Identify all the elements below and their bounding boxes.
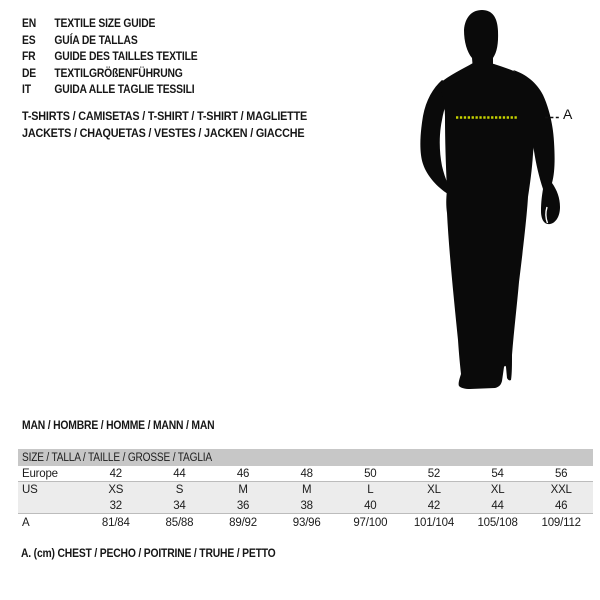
size-table-header-cell (18, 449, 593, 466)
size-cell: S (148, 482, 212, 499)
table-row-chest-cm (18, 514, 593, 533)
size-cell: XXL (529, 482, 593, 499)
language-label: GUIDA ALLE TAGLIE TESSILI (54, 84, 195, 97)
size-cell: 46 (529, 498, 593, 514)
size-table-header-text: SIZE / TALLA / TAILLE / GRÖSSE / TAGLIA (22, 451, 212, 464)
size-cell: 81/84 (84, 514, 148, 533)
language-label: TEXTILE SIZE GUIDE (54, 18, 156, 30)
language-row-en (22, 16, 198, 33)
silhouette-head (464, 10, 498, 70)
size-cell: 44 (148, 466, 212, 482)
size-table-header-row (18, 449, 593, 466)
size-cell: 101/104 (402, 514, 466, 533)
size-cell: 32 (84, 498, 148, 514)
language-row-fr (22, 49, 198, 66)
language-code: DE (22, 67, 37, 80)
size-cell: M (211, 482, 275, 499)
section-heading-man: MAN / HOMBRE / HOMME / MANN / MAN (22, 420, 215, 432)
size-cell: 42 (84, 466, 148, 482)
measurement-footnote: A. (cm) CHEST / PECHO / POITRINE / TRUHE / PETTO (21, 548, 276, 560)
size-cell: 46 (211, 466, 275, 482)
language-label: TEXTILGRÖßENFÜHRUNG (54, 67, 183, 80)
size-cell: 48 (275, 466, 339, 482)
size-cell: XL (402, 482, 466, 499)
silhouette-body (439, 62, 535, 389)
size-table (18, 449, 593, 532)
size-cell: 34 (148, 498, 212, 514)
language-code: IT (22, 84, 31, 97)
table-row-europe (18, 466, 593, 482)
size-cell: 36 (211, 498, 275, 514)
man-silhouette-figure (395, 0, 600, 400)
size-cell: 105/108 (466, 514, 530, 533)
garment-types (22, 108, 307, 142)
size-cell: 93/96 (275, 514, 339, 533)
size-cell: 109/112 (529, 514, 593, 533)
size-cell: 97/100 (339, 514, 403, 533)
size-cell: 89/92 (211, 514, 275, 533)
language-row-es (22, 33, 198, 50)
language-label: GUIDE DES TAILLES TEXTILE (54, 51, 198, 64)
size-cell: 56 (529, 466, 593, 482)
language-code: EN (22, 18, 37, 30)
size-cell: 42 (402, 498, 466, 514)
row-label: US (18, 482, 84, 499)
size-cell: 50 (339, 466, 403, 482)
row-label: A (18, 514, 84, 533)
size-cell: M (275, 482, 339, 499)
size-cell: 40 (339, 498, 403, 514)
size-cell: 85/88 (148, 514, 212, 533)
size-cell: XS (84, 482, 148, 499)
row-label: Europe (18, 466, 84, 482)
table-row-numeric (18, 498, 593, 514)
table-row-us (18, 482, 593, 499)
size-cell: 44 (466, 498, 530, 514)
size-cell: L (339, 482, 403, 499)
language-row-de (22, 66, 198, 83)
language-code: FR (22, 51, 36, 64)
language-code: ES (22, 34, 36, 47)
language-row-it (22, 82, 198, 99)
size-cell: XL (466, 482, 530, 499)
language-list (22, 16, 198, 99)
garment-line-tshirts: T-SHIRTS / CAMISETAS / T-SHIRT / T-SHIRT / MAGLIETTE (22, 109, 308, 123)
man-silhouette (395, 0, 600, 400)
size-cell: 54 (466, 466, 530, 482)
row-label (18, 498, 84, 514)
language-label: GUÍA DE TALLAS (54, 34, 138, 47)
measurement-label-a: A (563, 106, 573, 122)
garment-line-jackets: JACKETS / CHAQUETAS / VESTES / JACKEN / GIACCHE (22, 125, 305, 140)
size-cell: 52 (402, 466, 466, 482)
size-cell: 38 (275, 498, 339, 514)
